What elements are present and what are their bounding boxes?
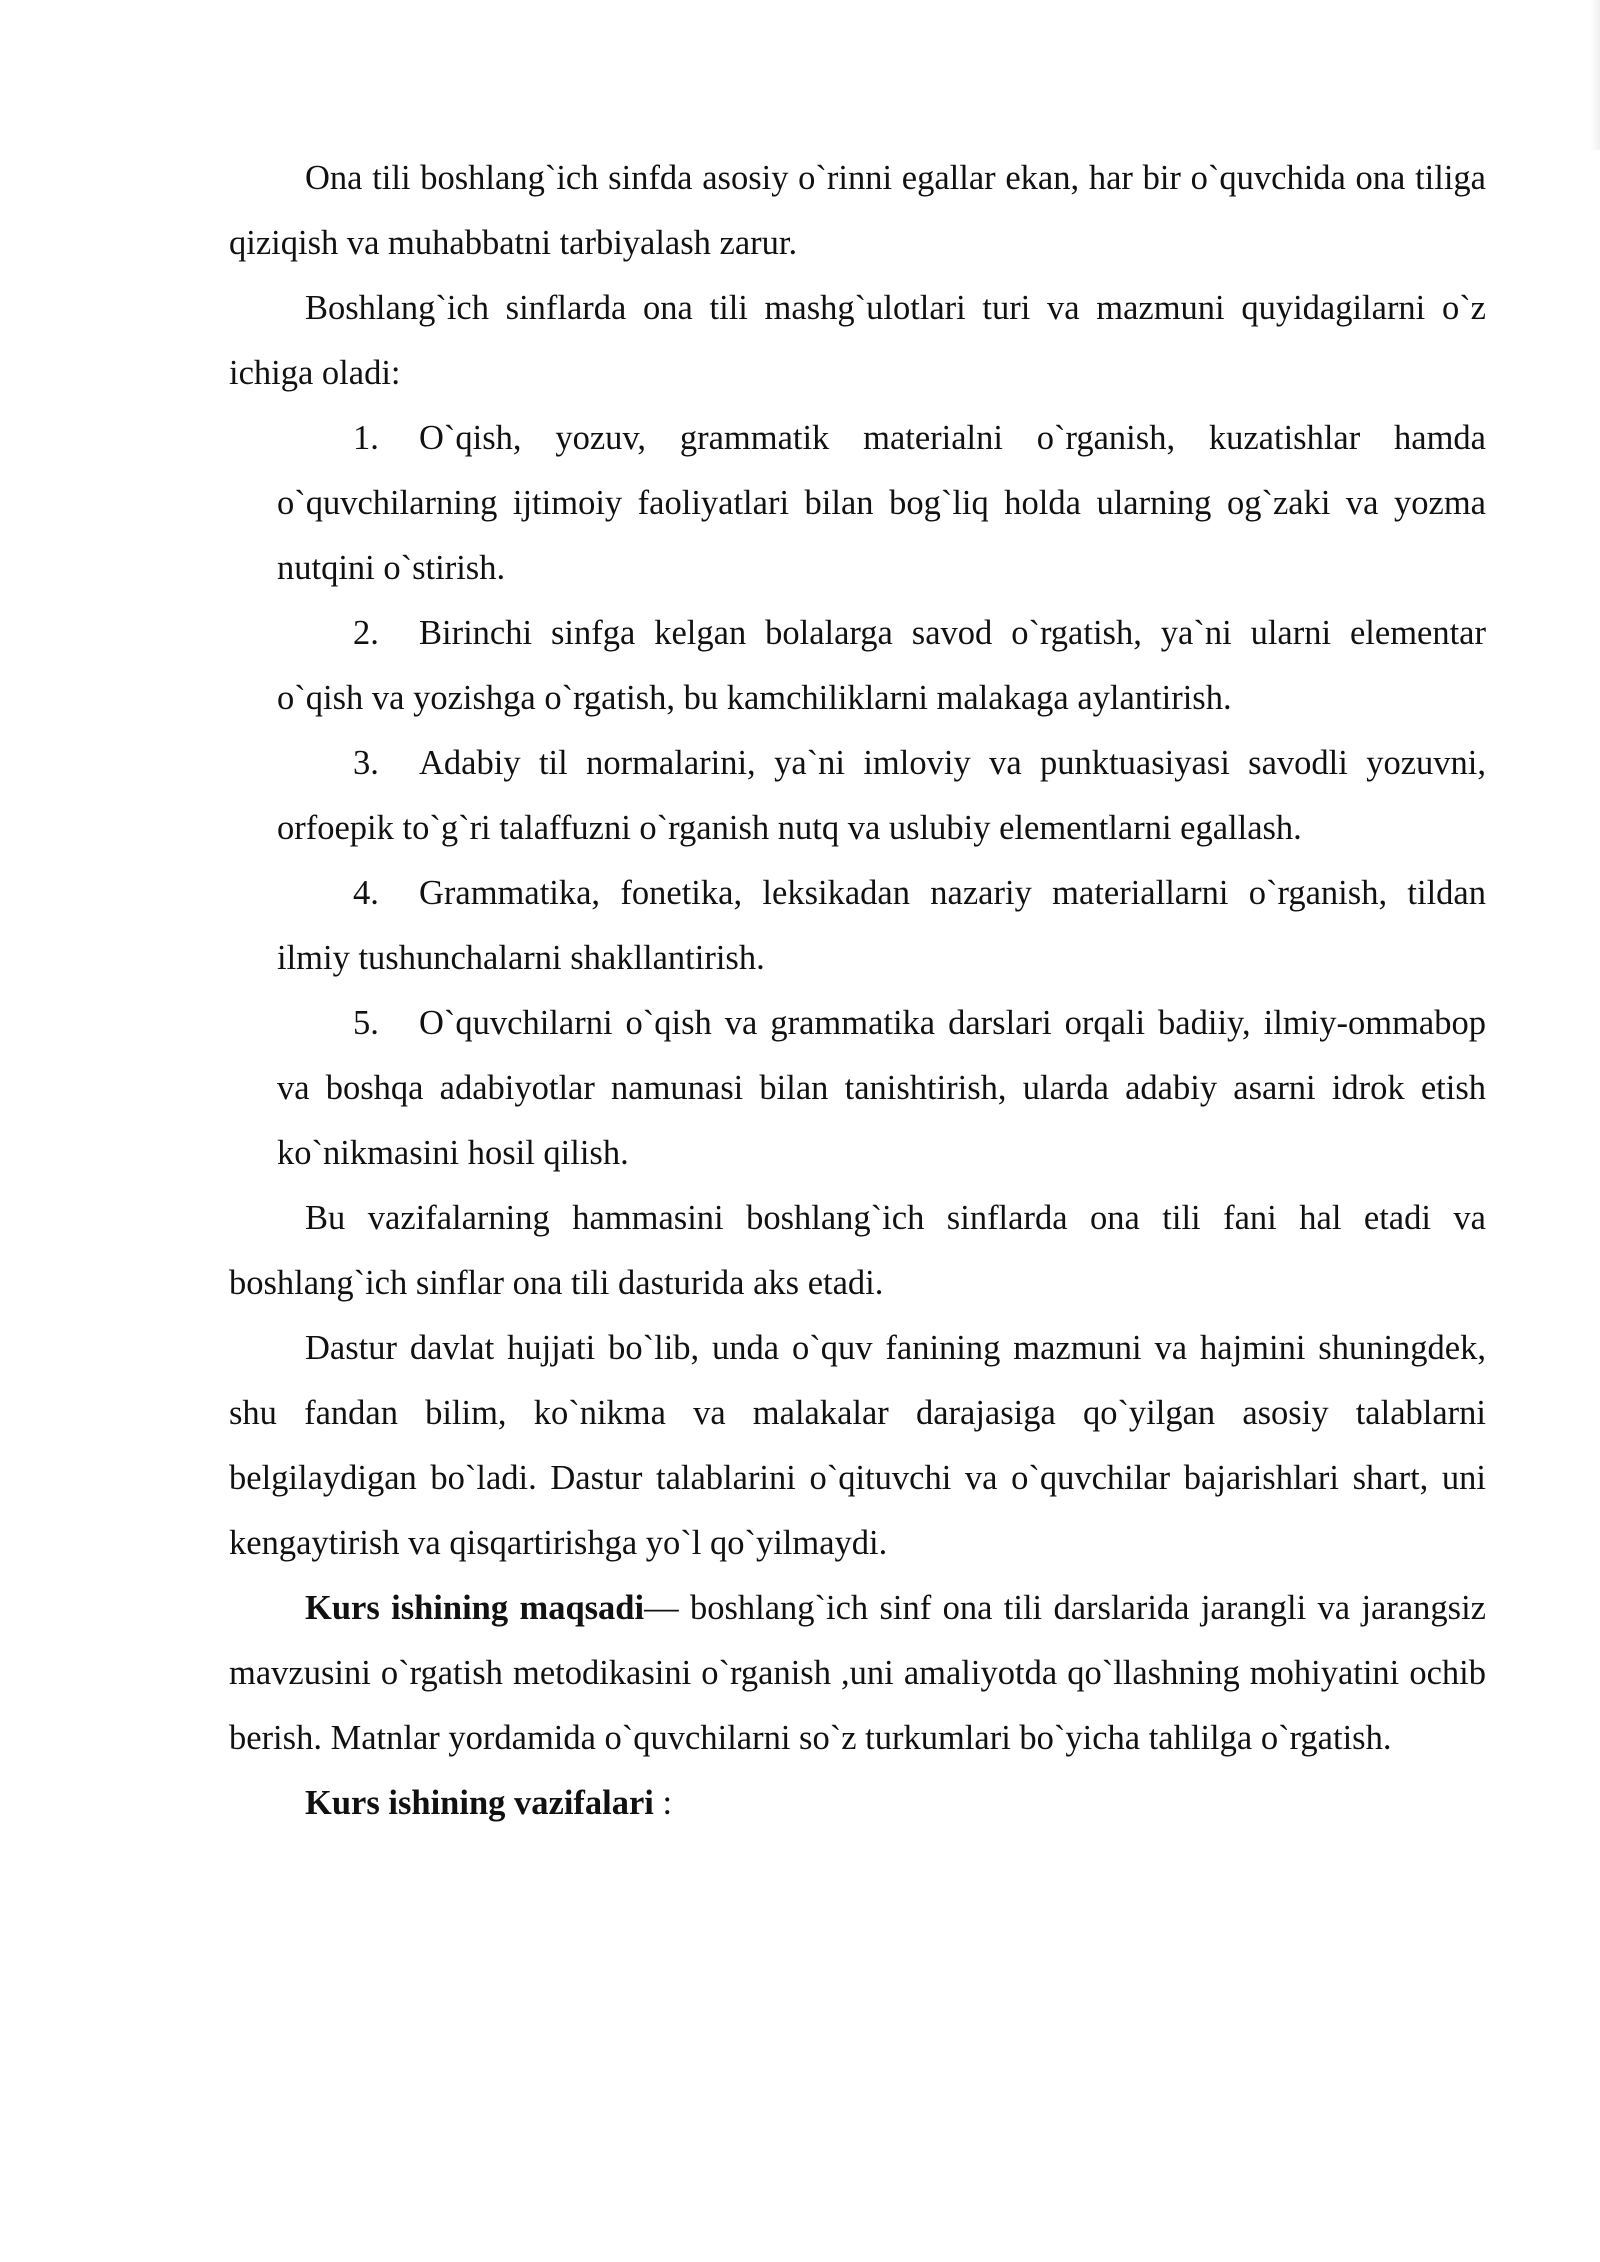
list-item (277, 991, 1486, 1186)
list-item-number: 4. (353, 874, 379, 912)
goal-text: — boshlang`ich sinf ona tili darslarida jarangli va jarangsiz mavzusini o`rgatish metodikasini o`rganish ,uni amaliyotda qo`llashning mohiyatini ochib berish. Matnlar yordamida o`quvchilarni so`z turkumlari bo`yicha tahlilga o`rgatish. (229, 1589, 1486, 1757)
list-item (277, 861, 1486, 991)
list-item (277, 406, 1486, 601)
paragraph-goal (229, 1576, 1486, 1771)
paragraph-list-intro: Boshlang`ich sinflarda ona tili mashg`ulotlari turi va mazmuni quyidagilarni o`z ichiga oladi: (229, 289, 1486, 392)
list-item (277, 731, 1486, 861)
list-item-number: 1. (353, 419, 379, 457)
list-item-text: O`qish, yozuv, grammatik materialni o`rganish, kuzatishlar hamda o`quvchilarning ijtimoiy faoliyatlari bilan bog`liq holda ularning og`zaki va yozma nutqini o`stirish. (277, 419, 1486, 587)
list-item (277, 601, 1486, 731)
list-item-text: Adabiy til normalarini, ya`ni imloviy va punktuasiyasi savodli yozuvni, orfoepik to`g`ri talaffuzni o`rganish nutq va uslubiy elementlarni egallash. (277, 744, 1486, 847)
tasks-label: Kurs ishining vazifalari (305, 1784, 654, 1822)
list-item-text: Grammatika, fonetika, leksikadan nazariy materiallarni o`rganish, tildan ilmiy tushunchalarni shakllantirish. (277, 874, 1486, 977)
page-edge-shadow (1590, 0, 1600, 150)
goal-label: Kurs ishining maqsadi (305, 1589, 645, 1627)
paragraph-intro: Ona tili boshlang`ich sinfda asosiy o`rinni egallar ekan, har bir o`quvchida ona tiliga qiziqish va muhabbatni tarbiyalash zarur. (229, 159, 1486, 262)
document-body (229, 146, 1486, 1836)
paragraph-summary: Bu vazifalarning hammasini boshlang`ich sinflarda ona tili fani hal etadi va boshlang`ich sinflar ona tili dasturida aks etadi. (229, 1199, 1486, 1302)
numbered-list (229, 406, 1486, 1186)
list-item-number: 5. (353, 1004, 379, 1042)
list-item-text: Birinchi sinfga kelgan bolalarga savod o`rgatish, ya`ni ularni elementar o`qish va yozishga o`rgatish, bu kamchiliklarni malakaga aylantirish. (277, 614, 1486, 717)
tasks-text: : (653, 1784, 673, 1822)
list-item-number: 2. (353, 614, 379, 652)
paragraph-program: Dastur davlat hujjati bo`lib, unda o`quv fanining mazmuni va hajmini shuningdek, shu fandan bilim, ko`nikma va malakalar darajasiga qo`yilgan asosiy talablarni belgilaydigan bo`ladi. Dastur talablarini o`qituvchi va o`quvchilar bajarishlari shart, uni kengaytirish va qisqartirishga yo`l qo`yilmaydi. (229, 1329, 1486, 1562)
list-item-number: 3. (353, 744, 379, 782)
list-item-text: O`quvchilarni o`qish va grammatika darslari orqali badiiy, ilmiy-ommabop va boshqa adabiyotlar namunasi bilan tanishtirish, ularda adabiy asarni idrok etish ko`nikmasini hosil qilish. (277, 1004, 1486, 1172)
paragraph-tasks (229, 1771, 1486, 1836)
